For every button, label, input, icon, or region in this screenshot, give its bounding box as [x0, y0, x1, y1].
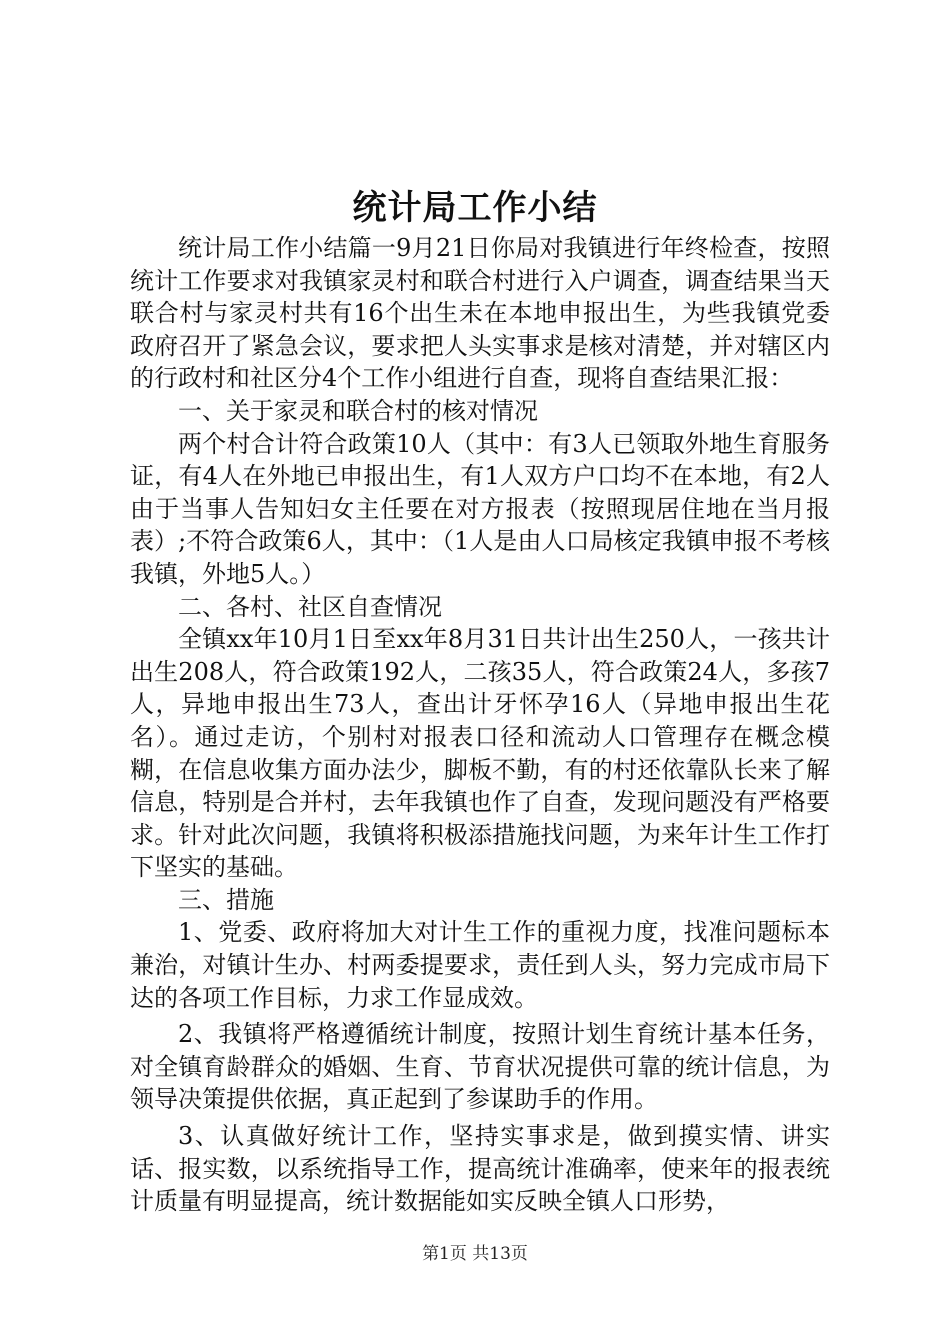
section-2-paragraph: 全镇xx年10月1日至xx年8月31日共计出生250人，一孩共计出生208人，符合政策192人，二孩35人，符合政策24人，多孩7人，异地申报出生73人，查出计牙怀孕16人（异地申报出生花名）。通过走访，个别村对报表口径和流动人口管理存在概念模糊，在信息收集方面办法少，脚板不勤，有的村还依靠队长来了解信息，特别是合并村，去年我镇也作了自查，发现问题没有严格要求。针对此次问题，我镇将积极添措施找问题，为来年计生工作打下坚实的基础。 — [130, 625, 830, 882]
measure-3-paragraph: 3、认真做好统计工作，坚持实事求是，做到摸实情、讲实话、报实数，以系统指导工作，提高统计准确率，使来年的报表统计质量有明显提高，统计数据能如实反映全镇人口形势， — [130, 1122, 830, 1216]
section-heading-1: 一、关于家灵和联合村的核对情况 — [178, 396, 538, 425]
measure-2-paragraph: 2、我镇将严格遵循统计制度，按照计划生育统计基本任务，对全镇育龄群众的婚姻、生育、节育状况提供可靠的统计信息，为领导决策提供依据，真正起到了参谋助手的作用。 — [130, 1020, 830, 1114]
page-number-footer: 第1页 共13页 — [422, 1244, 528, 1264]
section-heading-2: 二、各村、社区自查情况 — [178, 592, 442, 621]
section-1-paragraph: 两个村合计符合政策10人（其中：有3人已领取外地生育服务证，有4人在外地已申报出生，有1人双方户口均不在本地，有2人由于当事人告知妇女主任要在对方报表（按照现居住地在当月报表）;不符合政策6人，其中：（1人是由人口局核定我镇申报不考核我镇，外地5人。） — [130, 429, 830, 588]
measure-1-paragraph: 1、党委、政府将加大对计生工作的重视力度，找准问题标本兼治，对镇计生办、村两委提要求，责任到人头，努力完成市局下达的各项工作目标，力求工作显成效。 — [130, 918, 830, 1012]
document-body — [130, 232, 830, 1218]
section-heading-3: 三、措施 — [178, 885, 274, 914]
document-title: 统计局工作小结 — [352, 188, 598, 228]
intro-paragraph: 统计局工作小结篇一9月21日你局对我镇进行年终检查，按照统计工作要求对我镇家灵村和联合村进行入户调查，调查结果当天联合村与家灵村共有16个出生未在本地申报出生，为些我镇党委政府召开了紧急会议，要求把人头实事求是核对清楚，并对辖区内的行政村和社区分4个工作小组进行自查，现将自查结果汇报： — [130, 234, 830, 393]
